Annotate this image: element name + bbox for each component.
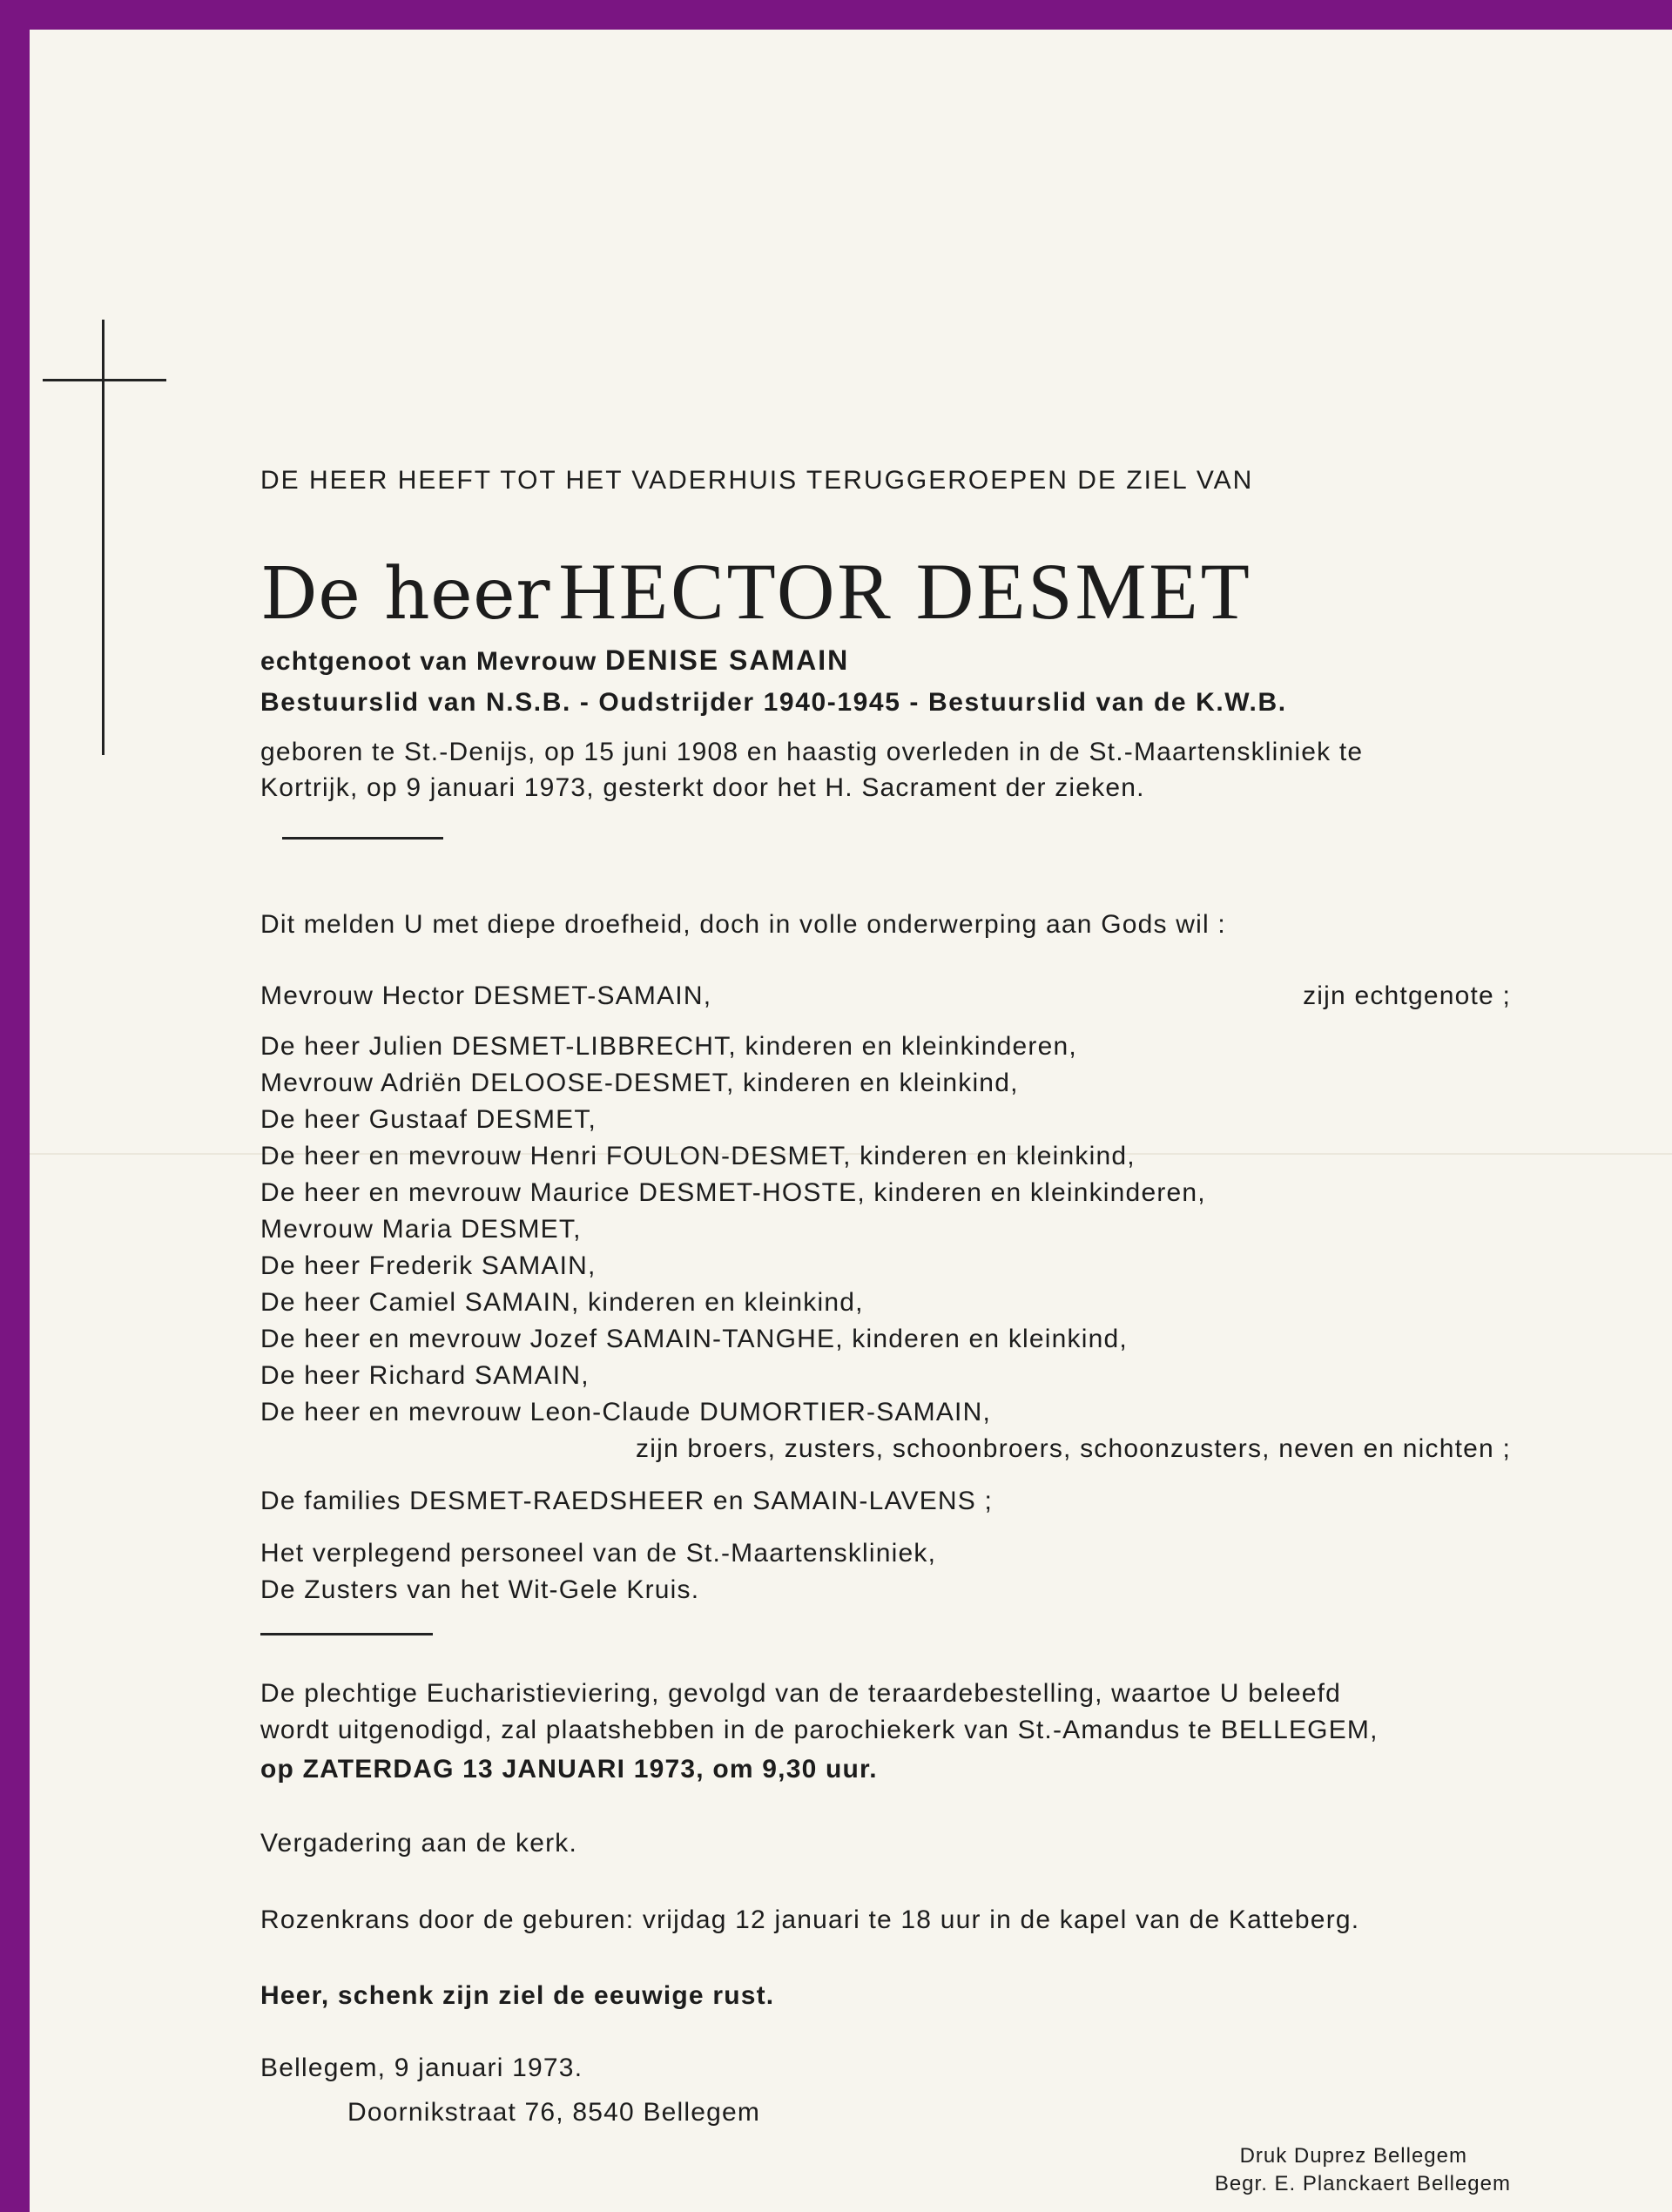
announce-line: Dit melden U met diepe droefheid, doch in volle onderwerping aan Gods wil : <box>260 910 1226 939</box>
cross-horizontal-icon <box>43 379 166 381</box>
name-prefix: De heer <box>260 553 550 636</box>
spouse-name: DENISE SAMAIN <box>605 644 850 676</box>
relative-line: Mevrouw Maria DESMET, <box>260 1215 582 1244</box>
printer-line: Druk Duprez Bellegem <box>1239 2144 1467 2168</box>
deceased-name <box>260 543 1252 639</box>
relative-line: De heer Julien DESMET-LIBBRECHT, kinderen en kleinkinderen, <box>260 1032 1077 1061</box>
relative-line: De heer en mevrouw Maurice DESMET-HOSTE, kinderen en kleinkinderen, <box>260 1178 1206 1207</box>
birth-line-1: geboren te St.-Denijs, op 15 juni 1908 en haastig overleden in de St.-Maartenskliniek te <box>260 738 1364 766</box>
divider <box>260 1633 433 1635</box>
relative-line: De heer Frederik SAMAIN, <box>260 1251 597 1280</box>
staff-line: Het verplegend personeel van de St.-Maartenskliniek, <box>260 1539 937 1568</box>
families-line: De families DESMET-RAEDSHEER en SAMAIN-LAVENS ; <box>260 1487 994 1515</box>
relative-line: De heer Richard SAMAIN, <box>260 1361 590 1390</box>
relatives-role: zijn broers, zusters, schoonbroers, schoonzusters, neven en nichten ; <box>636 1434 1511 1463</box>
place-date: Bellegem, 9 januari 1973. <box>260 2054 583 2082</box>
meeting-line: Vergadering aan de kerk. <box>260 1829 578 1858</box>
service-line-1: De plechtige Eucharistieviering, gevolgd van de teraardebestelling, waartoe U beleefd <box>260 1679 1342 1708</box>
service-date: op ZATERDAG 13 JANUARI 1973, om 9,30 uur. <box>260 1755 878 1784</box>
relative-line: De heer Camiel SAMAIN, kinderen en kleinkind, <box>260 1288 864 1317</box>
relative-line: De heer en mevrouw Henri FOULON-DESMET, kinderen en kleinkind, <box>260 1142 1136 1170</box>
spouse-prefix: echtgenoot van Mevrouw <box>260 647 597 676</box>
rosary-line: Rozenkrans door de geburen: vrijdag 12 januari te 18 uur in de kapel van de Katteberg. <box>260 1905 1360 1934</box>
service-line-2: wordt uitgenodigd, zal plaatshebben in de parochiekerk van St.-Amandus te BELLEGEM, <box>260 1716 1379 1744</box>
relative-line: De heer en mevrouw Leon-Claude DUMORTIER-SAMAIN, <box>260 1398 991 1426</box>
widow-name: Mevrouw Hector DESMET-SAMAIN, <box>260 981 712 1010</box>
relative-line: De heer en mevrouw Jozef SAMAIN-TANGHE, kinderen en kleinkind, <box>260 1325 1128 1353</box>
relative-line: Mevrouw Adriën DELOOSE-DESMET, kinderen en kleinkind, <box>260 1069 1019 1097</box>
prayer-line: Heer, schenk zijn ziel de eeuwige rust. <box>260 1981 775 2010</box>
intro-line: DE HEER HEEFT TOT HET VADERHUIS TERUGGEROEPEN DE ZIEL VAN <box>260 466 1254 495</box>
cross-vertical-icon <box>102 320 104 755</box>
address: Doornikstraat 76, 8540 Bellegem <box>347 2098 761 2127</box>
spouse-line <box>260 644 849 678</box>
staff-line: De Zusters van het Wit-Gele Kruis. <box>260 1575 700 1604</box>
widow-role: zijn echtgenote ; <box>1303 981 1511 1010</box>
birth-line-2: Kortrijk, op 9 januari 1973, gesterkt door het H. Sacrament der zieken. <box>260 773 1145 802</box>
memorial-card <box>30 30 1672 2212</box>
divider <box>282 837 443 840</box>
relative-line: De heer Gustaaf DESMET, <box>260 1105 597 1134</box>
functions-line: Bestuurslid van N.S.B. - Oudstrijder 1940-1945 - Bestuurslid van de K.W.B. <box>260 688 1287 717</box>
undertaker-line: Begr. E. Planckaert Bellegem <box>1214 2172 1511 2195</box>
name-full: HECTOR DESMET <box>558 547 1252 636</box>
